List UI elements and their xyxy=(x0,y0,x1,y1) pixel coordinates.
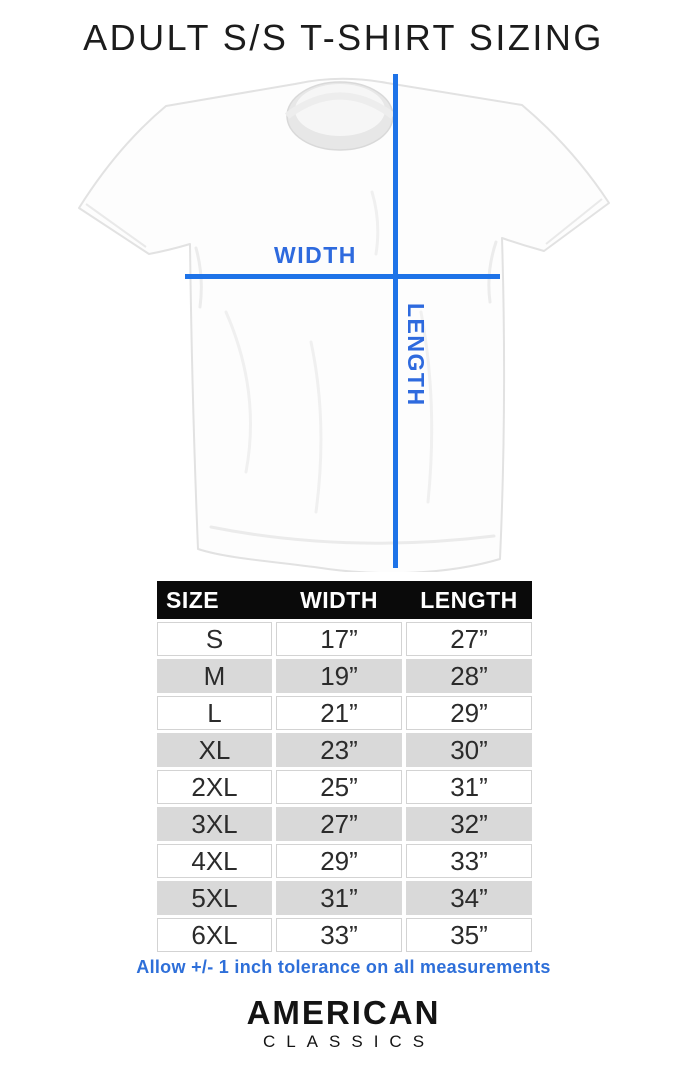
tshirt-body xyxy=(79,79,609,572)
collar-inner xyxy=(295,84,385,136)
table-row xyxy=(157,659,532,693)
size-cell: 5XL xyxy=(157,881,272,915)
width-cell: 21” xyxy=(276,696,402,730)
tshirt-graphic xyxy=(76,72,612,572)
width-cell: 17” xyxy=(276,622,402,656)
length-cell: 34” xyxy=(406,881,532,915)
width-measure-line xyxy=(185,274,500,279)
size-cell: M xyxy=(157,659,272,693)
header-cell-size: SIZE xyxy=(166,586,220,613)
brand-name: AMERICAN xyxy=(246,994,441,1031)
length-cell: 31” xyxy=(406,770,532,804)
size-cell: 6XL xyxy=(157,918,272,952)
table-row xyxy=(157,881,532,915)
length-measure-line xyxy=(393,74,398,568)
length-cell: 29” xyxy=(406,696,532,730)
width-cell: 27” xyxy=(276,807,402,841)
length-label: LENGTH xyxy=(403,303,429,407)
width-cell: 29” xyxy=(276,844,402,878)
page-title: ADULT S/S T-SHIRT SIZING xyxy=(83,17,604,58)
table-header xyxy=(157,581,532,619)
length-cell: 30” xyxy=(406,733,532,767)
length-cell: 28” xyxy=(406,659,532,693)
table-row xyxy=(157,770,532,804)
width-cell: 33” xyxy=(276,918,402,952)
width-cell: 25” xyxy=(276,770,402,804)
table-row xyxy=(157,807,532,841)
width-cell: 31” xyxy=(276,881,402,915)
header-cell-width: WIDTH xyxy=(300,586,378,613)
tshirt-illustration xyxy=(76,72,612,572)
size-table xyxy=(157,581,532,952)
size-cell: 4XL xyxy=(157,844,272,878)
size-cell: L xyxy=(157,696,272,730)
table-row xyxy=(157,844,532,878)
width-cell: 19” xyxy=(276,659,402,693)
size-cell: 2XL xyxy=(157,770,272,804)
brand-logo xyxy=(0,996,687,1052)
table-row xyxy=(157,622,532,656)
size-cell: XL xyxy=(157,733,272,767)
length-cell: 35” xyxy=(406,918,532,952)
table-row xyxy=(157,696,532,730)
tolerance-note: Allow +/- 1 inch tolerance on all measurements xyxy=(136,957,551,977)
table-body xyxy=(157,622,532,952)
length-cell: 33” xyxy=(406,844,532,878)
width-cell: 23” xyxy=(276,733,402,767)
width-label: WIDTH xyxy=(274,242,357,268)
table-row xyxy=(157,918,532,952)
length-cell: 32” xyxy=(406,807,532,841)
header-cell-length: LENGTH xyxy=(420,586,518,613)
size-cell: 3XL xyxy=(157,807,272,841)
size-cell: S xyxy=(157,622,272,656)
brand-subname: CLASSICS xyxy=(262,1031,436,1051)
length-cell: 27” xyxy=(406,622,532,656)
table-row xyxy=(157,733,532,767)
